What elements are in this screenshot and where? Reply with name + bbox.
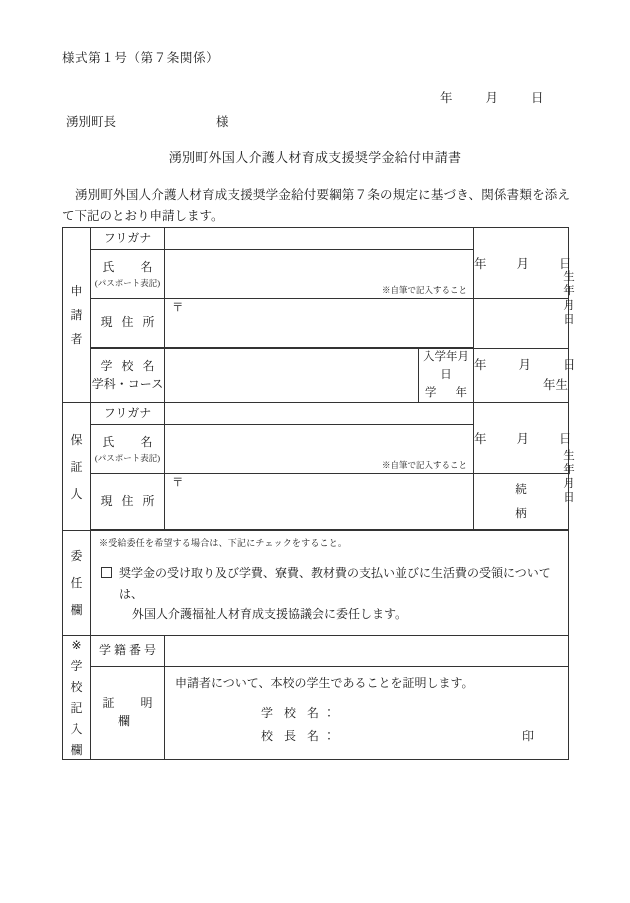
guarantor-relation-label (474, 474, 569, 530)
side-label-char: 学 (70, 658, 83, 673)
birth-day-label: 日 (559, 432, 572, 447)
delegation-checkbox[interactable] (101, 567, 112, 578)
guarantor-birthdate-ymd (474, 429, 572, 447)
table-row-student-id (63, 635, 569, 667)
guarantor-address-label-text: 現 住 所 (100, 494, 158, 509)
date-day-label: 日 (531, 91, 544, 105)
delegation-content (91, 531, 569, 635)
table-row-applicant-furigana (63, 228, 569, 250)
birth-month-label: 月 (516, 257, 530, 271)
side-label-school-section (63, 635, 91, 759)
birth-label-char: 年 (563, 285, 575, 298)
side-label-applicant (63, 228, 91, 403)
certification-content (165, 667, 569, 759)
guarantor-birthdate-input[interactable] (474, 403, 572, 474)
delegation-statement (119, 563, 560, 624)
applicant-name-label (91, 250, 165, 299)
table-row-delegation (63, 531, 569, 635)
applicant-name-label-text: 氏 名 (102, 259, 160, 274)
birth-label-char: 生 (563, 271, 575, 284)
guarantor-name-label-text: 氏 名 (102, 435, 160, 450)
applicant-birthdate-ymd (474, 254, 572, 272)
side-label-char: 証 (70, 459, 83, 474)
postal-code-mark: 〒 (172, 477, 184, 490)
page-title: 湧別町外国人介護人材育成支援奨学金給付申請書 (168, 150, 462, 165)
birth-day-label: 日 (559, 257, 572, 271)
side-label-char: 人 (70, 486, 83, 501)
side-label-char: ※ (71, 637, 82, 652)
side-label-char: 任 (70, 575, 83, 590)
side-label-char: 申 (70, 284, 83, 299)
applicant-name-input[interactable] (165, 250, 474, 299)
submission-date-line (440, 88, 544, 106)
guarantor-name-input[interactable] (165, 425, 474, 474)
applicant-birthdate-input[interactable] (474, 228, 572, 299)
table-row-guarantor-furigana (63, 403, 569, 425)
table-row-certification (63, 667, 569, 759)
applicant-furigana-input[interactable] (165, 228, 474, 250)
applicant-name-note: ※自筆で記入すること (382, 284, 468, 295)
birth-label-char: 日 (563, 313, 575, 326)
guarantor-address-input[interactable] (165, 474, 474, 530)
side-label-guarantor (63, 403, 91, 531)
delegation-note: ※受給委任を希望する場合は、下記にチェックをすること。 (99, 538, 348, 549)
certification-school-name-label: 学 校 名： (261, 706, 340, 721)
certification-principal-label: 校 長 名： (261, 728, 340, 743)
side-label-char: 委 (70, 548, 83, 563)
guarantor-furigana-input[interactable] (165, 403, 474, 425)
applicant-school-input[interactable] (165, 349, 419, 403)
lead-paragraph (62, 185, 570, 226)
applicant-enrollment-label (419, 349, 474, 403)
side-label-char: 者 (70, 332, 83, 347)
side-label-char: 校 (70, 679, 83, 694)
guarantor-name-label (91, 425, 165, 474)
side-label-char: 保 (70, 432, 83, 447)
student-id-label: 学 籍 番 号 (91, 635, 165, 667)
guarantor-address-label (91, 474, 165, 530)
applicant-enrollment-input[interactable] (474, 349, 576, 403)
form-number: 様式第１号（第７条関係） (62, 51, 220, 65)
seal-icon: 印 (522, 728, 535, 743)
enroll-month-label: 月 (518, 358, 532, 373)
birth-label-char: 生 (563, 450, 575, 463)
applicant-address-label-text: 現 住 所 (100, 315, 158, 330)
birth-label-char: 月 (563, 299, 575, 312)
side-label-char: 記 (70, 700, 83, 715)
certification-label-text: 証 明 欄 (102, 696, 179, 728)
addressee (66, 112, 229, 130)
guarantor-name-note: ※自筆で記入すること (382, 460, 468, 471)
relation-label-char: 続 (515, 483, 527, 496)
enroll-day-label: 日 (563, 358, 576, 373)
student-id-input[interactable] (165, 635, 569, 667)
birth-label-char: 月 (563, 478, 575, 491)
side-label-delegation (63, 531, 91, 635)
birth-year-label: 年 (474, 432, 487, 447)
applicant-address-label (91, 299, 165, 348)
birth-year-label: 年 (474, 257, 487, 271)
certification-school-name-row[interactable] (261, 702, 560, 724)
application-table (62, 227, 576, 760)
grade-label-left: 学 (425, 386, 437, 399)
table-row-applicant-address (63, 299, 569, 348)
certification-label (91, 667, 179, 759)
birth-month-label: 月 (516, 432, 530, 447)
lead-text: 湧別町外国人介護人材育成支援奨学金給付要綱第７条の規定に基づき、関係書類を添えて下記のとおり申請します。 (62, 188, 570, 223)
delegation-statement-line1: 奨学金の受け取り及び学費、寮費、教材費の支払い並びに生活費の受領については、 (119, 566, 551, 601)
side-label-char: 欄 (70, 742, 83, 757)
applicant-school-label (91, 349, 165, 403)
grade-value-label: 年生 (543, 377, 569, 392)
birth-label-char: 年 (563, 464, 575, 477)
guarantor-furigana-label: フリガナ (91, 403, 165, 425)
postal-code-mark: 〒 (172, 302, 184, 314)
certification-principal-row[interactable] (261, 725, 560, 747)
addressee-name: 湧別町長 (66, 115, 117, 129)
certification-statement: 申請者について、本校の学生であることを証明します。 (175, 676, 474, 691)
addressee-honorific: 様 (216, 115, 229, 129)
applicant-name-sublabel: (パスポート表記) (94, 278, 161, 289)
enrollment-date-label: 入学年月日 (423, 351, 469, 381)
birth-label-char: 日 (563, 492, 575, 505)
table-row-applicant-school (63, 349, 569, 403)
grade-label-right: 年 (455, 386, 468, 399)
guarantor-name-sublabel: (パスポート表記) (94, 453, 161, 464)
date-year-label: 年 (440, 91, 453, 105)
side-label-char: 入 (70, 721, 83, 736)
enroll-year-label: 年 (474, 358, 487, 373)
applicant-school-label-line1: 学 校 名 (100, 359, 158, 374)
side-label-char: 欄 (70, 602, 83, 617)
table-row-guarantor-address (63, 474, 569, 530)
applicant-furigana-label: フリガナ (91, 228, 165, 250)
date-month-label: 月 (485, 91, 499, 105)
applicant-school-label-line2: 学科・コース (91, 376, 164, 391)
applicant-address-input[interactable] (165, 299, 474, 348)
side-label-char: 請 (70, 308, 83, 323)
relation-label-char: 柄 (515, 507, 527, 520)
delegation-statement-line2: 外国人介護福祉人材育成支援協議会に委任します。 (132, 607, 408, 622)
